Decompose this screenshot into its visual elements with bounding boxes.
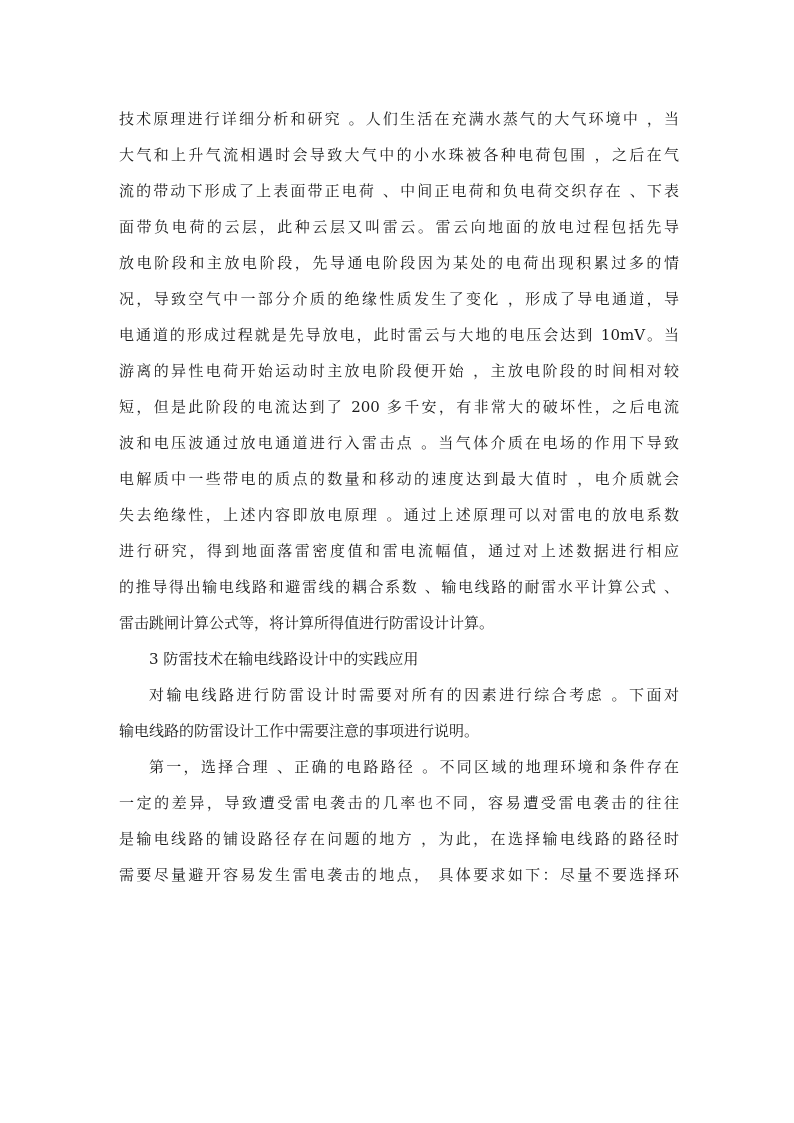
paragraph-line: 需要尽量避开容易发生雷电袭击的地点， 具体要求如下：尽量不要选择环 <box>119 866 679 884</box>
paragraph-line: 第一，选择合理 、正确的电路路径 。不同区域的地理环境和条件存在 <box>149 758 679 776</box>
paragraph-line: 一定的差异，导致遭受雷电袭击的几率也不同，容易遭受雷电袭击的往往 <box>119 794 679 812</box>
paragraph-line: 况，导致空气中一部分介质的绝缘性质发生了变化 ，形成了导电通道，导 <box>119 290 679 308</box>
paragraph-line: 电解质中一些带电的质点的数量和移动的速度达到最大值时 ，电介质就会 <box>119 470 679 488</box>
paragraph-line: 进行研究，得到地面落雷密度值和雷电流幅值，通过对上述数据进行相应 <box>119 542 679 560</box>
paragraph-line: 面带负电荷的云层，此种云层又叫雷云。雷云向地面的放电过程包括先导 <box>119 218 679 236</box>
paragraph-line: 雷击跳闸计算公式等，将计算所得值进行防雷设计计算。 <box>119 614 495 632</box>
paragraph-line: 大气和上升气流相遇时会导致大气中的小水珠被各种电荷包围 ，之后在气 <box>119 146 679 164</box>
paragraph-line: 波和电压波通过放电通道进行入雷击点 。当气体介质在电场的作用下导致 <box>119 434 679 452</box>
paragraph-line: 的推导得出输电线路和避雷线的耦合系数 、输电线路的耐雷水平计算公式 、 <box>119 578 679 596</box>
paragraph-line: 技术原理进行详细分析和研究 。人们生活在充满水蒸气的大气环境中 ，当 <box>119 110 679 128</box>
paragraph-line: 对输电线路进行防雷设计时需要对所有的因素进行综合考虑 。下面对 <box>149 686 679 704</box>
paragraph-line: 短，但是此阶段的电流达到了 200 多千安，有非常大的破坏性，之后电流 <box>119 398 679 416</box>
body-text <box>119 101 679 893</box>
paragraph-line: 流的带动下形成了上表面带正电荷 、中间正电荷和负电荷交织存在 、下表 <box>119 182 679 200</box>
section-heading: 3 防雷技术在输电线路设计中的实践应用 <box>149 650 419 668</box>
paragraph-line: 放电阶段和主放电阶段，先导通电阶段因为某处的电荷出现积累过多的情 <box>119 254 679 272</box>
paragraph-line: 是输电线路的铺设路径存在问题的地方 ，为此，在选择输电线路的路径时 <box>119 830 679 848</box>
paragraph-line: 电通道的形成过程就是先导放电，此时雷云与大地的电压会达到 10mV。当 <box>119 326 679 344</box>
paragraph-line: 游离的异性电荷开始运动时主放电阶段便开始 ，主放电阶段的时间相对较 <box>119 362 679 380</box>
paragraph-line: 输电线路的防雷设计工作中需要注意的事项进行说明。 <box>119 722 480 740</box>
paragraph-line: 失去绝缘性，上述内容即放电原理 。通过上述原理可以对雷电的放电系数 <box>119 506 679 524</box>
